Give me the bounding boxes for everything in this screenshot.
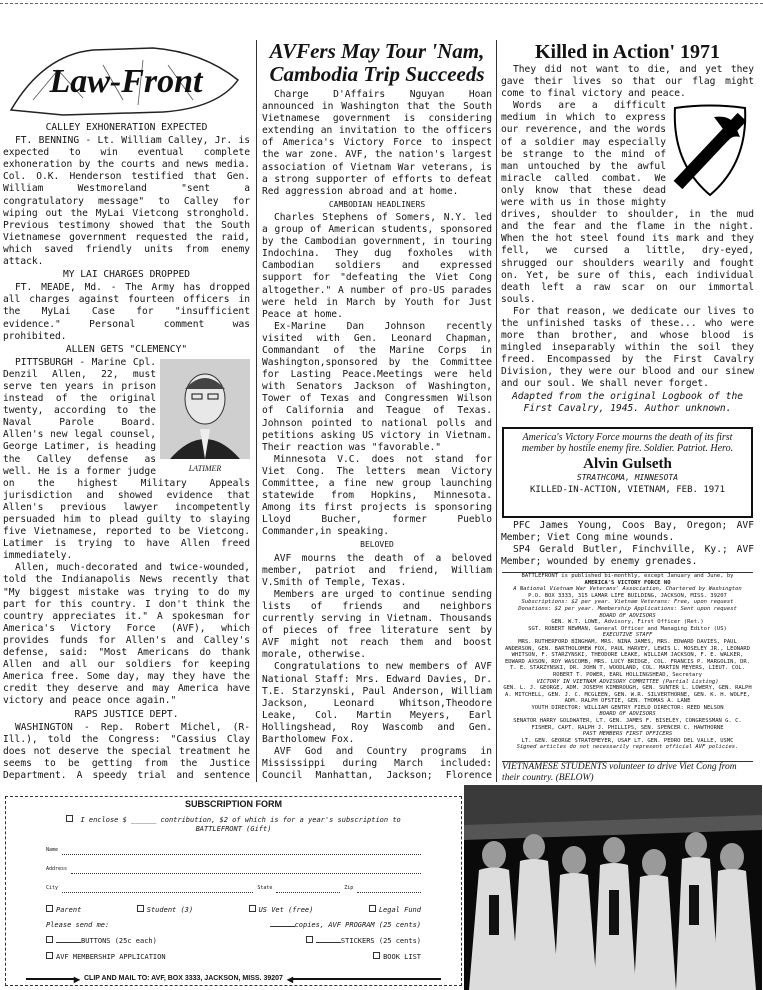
photo-caption: VIETNAMESE STUDENTS volunteer to drive Viet Cong from their country. (BELOW) [502, 762, 737, 783]
staff-line-13: GEN. L. J. GEORGE, ADM. JOSEPH KIMBROUGH, GEN. SUNTER L. LOWERY, GEN. RALPH A. MITCHELL, GEN. J. C. MCGLEEN, GEN. W.R. SILVERTHORNE, GEN. K. H. WOLFE, ADM. RALPH OFSTIE, GEN. THOMAS A. LANE [503, 685, 752, 705]
staff-line-14: YOUTH DIRECTOR: WILLIAM GENTRY FIELD DIRECTOR: REED NELSON [531, 704, 724, 711]
avf-paragraph-8: AVF God and Country programs in Mississippi during March included: Council Manhattan, Jackson; Florence [262, 746, 492, 782]
staff-line-17: PAST MEMBERS FIRST OFFICERS [582, 731, 673, 738]
avf-paragraph-1: Charge D'Affairs Nguyan Hoan announced in Washington that the South Vietnamese government is considering extending an invitation to the officers of America's Victory Force to inspect the war zone. AVF, the nation's largest association of Vietnam War veterans, is a strong supporter of efforts to defeat Red aggression abroad and at home. [262, 89, 492, 197]
latimer-portrait [160, 359, 250, 459]
staff-line-3: A National Vietnam War Veterans' Association, Chartered by Washington [513, 586, 742, 593]
form-option-book-list[interactable]: BOOK LIST [373, 952, 421, 962]
left-arrow-icon: ▶ [26, 978, 76, 980]
law-front-logo-art [3, 40, 250, 120]
law-front-column [3, 40, 250, 782]
kia-paragraph-1: They did not want to die, and yet they gave their lives so that our flag might come to final victory and peace. [501, 64, 754, 100]
allen-headline: ALLEN GETS "CLEMENCY" [65, 343, 188, 355]
allen-paragraph-2: Allen, much-decorated and twice-wounded, told the Indianapolis News recently that "My biggest mistake was trying to do my part for this country. I don't think the country appreciates it." A spokesman for America's Victory Force (AVF), which provides funds for Allen's and Calley's defense, said: "Most Americans do thank Allen and all our soldiers for keeping America free. Some day, may they have the credit they deserve and may America have victory and peace once again." [3, 562, 250, 707]
calley-paragraph: FT. BENNING - Lt. William Calley, Jr. is expected to win eventual complete exhoneration by the courts and news media. Col. O.K. Henderson testified that Gen. William Westmoreland "sent a congratulatory message" to Calley for wiping out the MyLai Vietcong stronghold. Previous testimony showed that the South Vietnamese government requested the raid, which saved friendly units from enemy attack. [3, 135, 250, 268]
latimer-photo [160, 359, 250, 471]
form-enclose-text: I enclose $ ______ contribution, $2 of which is for a year's subscription to BATTLEFRONT (Gift) [80, 816, 401, 833]
cambodian-headline: CAMBODIAN HEADLINERS [328, 199, 426, 209]
staff-line-7: BOARD OF ADVISORS [599, 612, 656, 619]
wounded-list [501, 520, 754, 572]
column-divider-1 [256, 40, 257, 782]
form-option-parent[interactable]: Parent [46, 905, 81, 915]
avf-paragraph-6: Members are urged to continue sending lists of friends and neighbors currently serving in Vietnam. Thousands of pieces of free literature sent by AVF might not reach them and boost morale, otherwise. [262, 588, 492, 661]
form-state-label: State [257, 885, 273, 891]
cavalry-patch [670, 103, 750, 199]
staff-line-10: EXECUTIVE STAFF [602, 632, 653, 639]
avf-headline: AVFers May Tour 'Nam, Cambodia Trip Succeeds [269, 40, 485, 86]
top-border [0, 3, 763, 4]
students-photo-art [464, 785, 762, 990]
kia-paragraph-3: For that reason, we dedicate our lives to the unfinished tasks of these... who were more than brother, and whose blood is mingled inseparably within the soil they freed. Encompassed by the First Cavalry Division, they were our blood and our sinew and our soul. We shall never forget. [501, 305, 754, 390]
staff-line-16: SENATOR HARRY GOLDWATER, LT. GEN. JAMES F. BISELEY, CONGRESSMAN G. C. FISHER, CAPT. RALPH J. PHILLIPS, SEN. SPENCER C. HAWTHORNE [513, 718, 742, 731]
avf-paragraph-3: Ex-Marine Dan Johnson recently visited with Gen. Leonard Chapman, Commandant of the Marine Corps in Washington,sponsored by the Committee for Lasting Peace.Meetings were held with Senators Jackson of Washington, Tower of Texas and Congressmen Wilson of California and Teague of Texas. Johnson pointed to national polls and petitions asking US victory in Vietnam. Their reaction was "favorable." [262, 320, 492, 453]
form-options-row-2 [46, 921, 421, 930]
form-option-buttons[interactable]: BUTTONS (25c each) [46, 936, 157, 946]
form-options-row-1 [46, 905, 421, 915]
form-address-label: Address [46, 866, 68, 872]
form-name-field[interactable] [62, 846, 421, 855]
form-option-vet[interactable]: US Vet (free) [249, 905, 314, 915]
memorial-text: America's Victory Force mourns the death of its first member by hostile enemy fire. Soldier. Patriot. Hero. [521, 432, 734, 454]
avf-paragraph-7: Congratulations to new members of AVF National Staff: Mrs. Edward Davies, Dr. T.E. Starzynski, Paul Anderson, William Jackson, Leonard Whitson,Theodore Leake, Col. Martin Meyers, Earl Hollingshead, Roy Wascomb and Gen. Bartholomew Fox. [262, 661, 492, 745]
form-city-label: City [46, 885, 59, 891]
law-front-logo [3, 40, 250, 120]
form-title: SUBSCRIPTION FORM [184, 799, 282, 809]
staff-line-18: LT. GEN. GEORGE STRATEMEYER, USAF LT. GEN. PEDRO DEL VALLE, USMC [521, 737, 734, 744]
form-zip-label: Zip [344, 885, 354, 891]
subscription-form [5, 796, 462, 986]
latimer-caption: LATIMER [188, 463, 222, 473]
avf-paragraph-2: Charles Stephens of Somers, N.Y. led a group of American students, sponsored by the Cambodian government, in touring Indochina. They dug foxholes with Cambodian soldiers and expressed support for "defeating the Viet Cong altogether." A number of pro-US parades were held in March by Youth for Just Peace at home. [262, 211, 492, 320]
staff-line-8: GEN. W.T. LOWE, Advisory, First Officer (Ret.) [551, 619, 704, 626]
form-option-program[interactable]: copies, AVF PROGRAM (25 cents) [270, 921, 421, 930]
allen-paragraph-1: PITTSBURGH - Marine Cpl. Denzil Allen, 22, must serve ten years in prison instead of the original twenty, according to the Naval Parole Board. Allen's new legal counsel, George Latimer, is heading the Calley defense as well. He is a former judge on the highest Military Appeals jurisdiction and showed evidence that Allen's previous lawyer incompetently persuaded him to plead guilty to slaying five Vietnamese, reported to be Vietcong. Latimer is trying to have Allen freed immediately. [3, 356, 250, 562]
students-photo [464, 785, 762, 990]
form-option-membership[interactable]: AVF MEMBERSHIP APPLICATION [46, 952, 166, 962]
staff-line-12: VICTORY IN VIETNAM ADVISORY COMMITTEE (Partial Listing) [536, 678, 719, 685]
staff-line-1: BATTLEFRONT is published bi-monthly, except January and June, by [521, 573, 734, 579]
memorial-name: Alvin Gulseth [583, 456, 672, 472]
justice-headline: RAPS JUSTICE DEPT. [74, 708, 179, 720]
kia-adapted-note: Adapted from the original Logbook of the First Cavalry, 1945. Author unknown. [511, 390, 744, 414]
form-options-row-4 [46, 952, 421, 962]
kia-headline: Killed in Action' 1971 [534, 41, 721, 63]
staff-line-5: Subscriptions: $2 per year. Vietnam Veterans: Free, upon request [521, 599, 734, 606]
staff-line-2: AMERICA'S VICTORY FORCE NO [584, 579, 671, 586]
memorial-box [502, 427, 753, 518]
form-enclose-checkbox[interactable] [66, 815, 73, 822]
avf-paragraph-5: AVF mourns the death of a beloved member, patriot and friend, William V.Smith of Temple, Texas. [262, 552, 492, 588]
staff-line-9: SGT. ROBERT NEWMAN, General Officer and Managing Editor (US) [528, 625, 727, 632]
form-name-label: Name [46, 847, 59, 853]
form-option-stickers[interactable]: STICKERS (25 cents) [306, 936, 421, 946]
cavalry-patch-icon [670, 103, 750, 199]
form-please-send: Please send me: [46, 921, 110, 929]
form-city-field[interactable] [62, 884, 253, 893]
form-zip-field[interactable] [357, 884, 421, 893]
memorial-status: KILLED-IN-ACTION, VIETNAM, FEB. 1971 [529, 485, 726, 495]
kia-paragraph-2: Words are a difficult medium in which to express our reverence, and the words of a soldier may especially be strange to the mind of man untouched by the awful miracle called combat. We only know that these dead were with us in those mighty drives, shoulder to shoulder, in the mud and the fear and the flame in the night. When the hot steel found its mark and they fell, we cursed a little, dry-eyed, shrugged our shoulders wearily and fought on. Yet, be sure of this, each individual death left a raw scar on our immortal souls. [501, 100, 754, 305]
form-address-row [46, 865, 421, 874]
avf-column [262, 40, 492, 782]
form-city-row [46, 884, 421, 893]
staff-line-11: MRS. RUTHERFORD BINGHAM, MRS. NINA JAMES, MRS. EDWARD DAVIES, PAUL ANDERSON, GEN. BARTHOLOMEW FOX, PAUL HARVEY, LEWIS L. MOSELEY JR., LEONARD WHITSON, F. STARZYNSKI, THEODORE LEAKE, WILLIAM JACKSON, F. E. WALKER, EDWARD AXSON, ROY WASCOMB, MRS. LUCY BRIDGE, COL. FRANCIS P. MARGOLIN, DR. T. E. STARZYNSKI, DR. JOHN T. WOODLAND, COL. MARTIN MEYERS, LIEUT. COL. ROBERT T. POWER, EARL HOLLINGSHEAD, Secretary [504, 638, 751, 678]
form-option-legal-fund[interactable]: Legal Fund [369, 905, 421, 915]
calley-headline: CALLEY EXHONERATION EXPECTED [45, 122, 208, 133]
form-option-student[interactable]: Student (3) [137, 905, 193, 915]
staff-line-15: BOARD OF ADVISORS [599, 711, 656, 718]
form-state-field[interactable] [276, 884, 340, 893]
staff-line-4: P.O. BOX 3333, 315 LAMAR LIFE BUILDING, JACKSON, MISS. 39207 [528, 592, 727, 599]
wounded-young: PFC James Young, Coos Bay, Oregon; AVF Member; Viet Cong mine wounds. [501, 520, 754, 544]
form-address-field[interactable] [71, 865, 421, 874]
wounded-butler: SP4 Gerald Butler, Finchville, Ky.; AVF Member; wounded by enemy grenades. [501, 544, 754, 568]
beloved-headline: BELOVED [360, 540, 394, 550]
svg-text:Law-Front: Law-Front [49, 63, 203, 100]
column-divider-2 [496, 40, 497, 782]
form-enclose-line [46, 815, 421, 834]
staff-line-6: Donations: $2 per year. Membership Applications: Sent upon request [518, 605, 737, 612]
form-options-row-3 [46, 936, 421, 946]
avf-paragraph-4: Minnesota V.C. does not stand for Viet Cong. The letters mean Victory Committee, a fine new group launching statewide from Hopkins, Minnesota. Among its first projects is sponsoring Lloyd Bucher, former Pueblo Commander,in speaking. [262, 453, 492, 538]
mylai-headline: MY LAI CHARGES DROPPED [62, 269, 191, 281]
staff-line-19: Signed articles do not necessarily represent official AVF policies. [516, 744, 739, 751]
staff-box [502, 572, 753, 762]
right-arrow-icon: ◀ [291, 978, 441, 980]
form-name-row [46, 846, 421, 855]
justice-paragraph: WASHINGTON - Rep. Robert Michel, (R-Ill.), told the Congress: "Cassius Clay does not deserve the special treatment he seems to be getting from the Justice Department. A speedy trial and sentence [3, 721, 250, 781]
memorial-place: STRATHCOMA, MINNESOTA [576, 473, 679, 482]
form-clip-line [26, 974, 441, 983]
form-clip-text: CLIP AND MAIL TO: AVF, BOX 3333, JACKSON, MISS. 39207 [84, 975, 283, 982]
mylai-paragraph: FT. MEADE, Md. - The Army has dropped all charges against fourteen officers in the MyLai Case for "insufficient evidence." Personal comment was prohibited. [3, 282, 250, 342]
